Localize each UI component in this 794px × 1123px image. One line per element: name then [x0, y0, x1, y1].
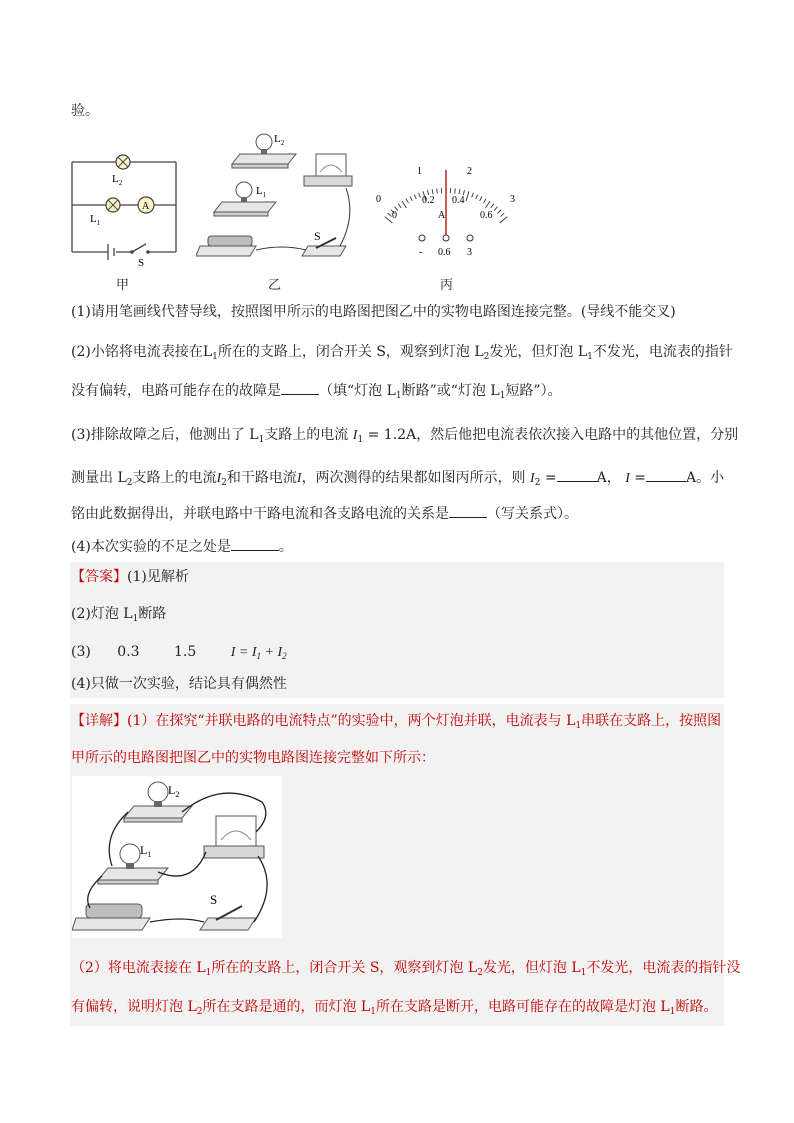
dial-tick — [466, 191, 469, 201]
question-3-line-1: (3)排除故障之后，他测出了 $L_1$支路上的电流 $I_1 = 1.2A$，然后他把电流表依次接入电路中的其他位置，分别 — [71, 427, 739, 445]
dial-tick — [484, 199, 487, 203]
terminal-0-6: 0.6 — [438, 247, 451, 258]
question-3-line-3: 铭由此数据得出，并联电路中干路电流和各支路电流的关系是 （写关系式）。 — [71, 503, 578, 524]
terminal-negative: - — [419, 247, 423, 258]
circuit-diagram-jia — [68, 148, 188, 272]
detail-switch-label: S — [210, 892, 218, 907]
detail-line-2: 甲所示的电路图把图乙中的实物电路图连接完整如下所示： — [71, 750, 435, 766]
outer-tick-2: 2 — [467, 166, 472, 177]
meter-unit: A — [438, 210, 446, 221]
outer-tick-3: 3 — [510, 194, 515, 205]
answer-value-i2: 0.3 — [117, 644, 140, 660]
question-2-line-1: (2)小铭将电流表接在$L_1$所在的支路上，闭合开关 S，观察到灯泡 $L_2$发光，但灯泡 $L_1$不发光，电流表的指针 — [71, 344, 733, 362]
answer-blank — [646, 467, 686, 482]
answer-value-i: 1.5 — [174, 644, 197, 660]
lamp-l1-symbol — [106, 198, 120, 212]
question-2-line-2: 没有偏转，电路可能存在的故障是 （填“灯泡 $L_1$断路”或“灯泡 $L_1$短路”）。 — [71, 380, 562, 401]
completed-circuit-figure — [72, 776, 282, 938]
dial-tick — [476, 195, 478, 200]
outer-tick-1: 1 — [417, 166, 422, 177]
answer-blank — [281, 380, 319, 395]
answer-line-4: (4)只做一次实验，结论具有偶然性 — [71, 676, 287, 692]
dial-tick — [437, 189, 438, 194]
terminal-3: 3 — [467, 247, 472, 258]
dial-tick — [472, 193, 474, 198]
dial-tick — [432, 189, 433, 194]
inner-tick-0: 0 — [392, 210, 397, 221]
dial-tick — [494, 207, 497, 211]
dial-tick — [402, 201, 406, 208]
question-1: (1)请用笔画线代替导线，按照图甲所示的电路图把图乙中的实物电路图连接完整。(导线不能交叉) — [71, 304, 676, 320]
yi-l2-label: $L_2$ — [274, 133, 285, 147]
figure-label-bing: 丙 — [440, 278, 454, 293]
dial-tick — [497, 210, 500, 214]
figure-label-yi: 乙 — [268, 278, 282, 293]
dial-tick — [455, 189, 456, 194]
jia-switch-label: S — [138, 257, 145, 269]
dial-tick — [410, 197, 412, 201]
jia-l1-label: $L_1$ — [90, 213, 101, 227]
question-4: (4)本次实验的不足之处是 。 — [71, 536, 293, 557]
detail-line-4: 有偏转，说明灯泡 $L_2$所在支路是通的，而灯泡 $L_1$所在支路是断开，电路可能存在的故障是灯泡 $L_1$断路。 — [71, 999, 718, 1017]
answer-blank — [449, 503, 487, 518]
yi-l1-label: $L_1$ — [256, 185, 267, 199]
jia-ammeter-label: A — [142, 201, 150, 212]
figure-label-jia: 甲 — [116, 278, 130, 293]
yi-switch-label: S — [314, 229, 321, 243]
inner-tick-2: 0.4 — [452, 195, 465, 206]
dial-tick — [414, 195, 416, 200]
dial-tick — [459, 189, 460, 194]
dial-tick — [388, 213, 392, 216]
detail-line-1: 【详解】(1）在探究“并联电路的电流特点”的实验中，两个灯泡并联，电流表与 $L_1$串联在支路上，按照图 — [71, 713, 722, 731]
answer-formula: $I = I_1 + I_2$ — [230, 645, 287, 661]
outer-tick-0: 0 — [376, 194, 381, 205]
detail-tag: 【详解】 — [71, 713, 127, 729]
dial-tick — [486, 201, 490, 208]
answer-line-2: (2)灯泡 $L_1$断路 — [71, 606, 167, 624]
dial-tick — [406, 199, 409, 203]
answer-blank — [231, 536, 279, 551]
dial-tick — [480, 197, 482, 201]
ammeter-dial-bing — [372, 158, 522, 262]
detail-line-3: （2）将电流表接在 $L_1$所在的支路上，闭合开关 S，观察到灯泡 $L_2$发光，但灯泡 $L_1$不发光，电流表的指针没 — [71, 960, 741, 978]
circuit-physical-yi — [196, 128, 356, 268]
header-fragment: 验。 — [71, 103, 99, 119]
inner-tick-3: 0.6 — [480, 210, 493, 221]
dial-tick — [491, 204, 494, 208]
answer-tag: 【答案】 — [71, 569, 127, 585]
answer-blank — [557, 467, 597, 482]
detail-l1-label: $L_1$ — [140, 843, 152, 859]
inner-tick-1: 0.2 — [422, 195, 435, 206]
dial-tick — [500, 217, 508, 223]
question-3-line-2: 测量出 $L_2$支路上的电流$I_2$和干路电流I，两次测得的结果都如图丙所示，则 $I_2 = A$， I = A。小 — [71, 467, 724, 489]
answer-line-3: (3) 0.3 1.5 $I = I_1 + I_2$ — [71, 644, 287, 661]
lamp-l2-symbol — [116, 155, 130, 169]
detail-l2-label: $L_2$ — [168, 783, 180, 799]
jia-l2-label: $L_2$ — [112, 173, 123, 187]
dial-tick — [398, 204, 401, 208]
answer-line-1: 【答案】(1)见解析 — [71, 569, 189, 585]
dial-tick — [419, 193, 421, 198]
dial-tick — [501, 213, 505, 216]
